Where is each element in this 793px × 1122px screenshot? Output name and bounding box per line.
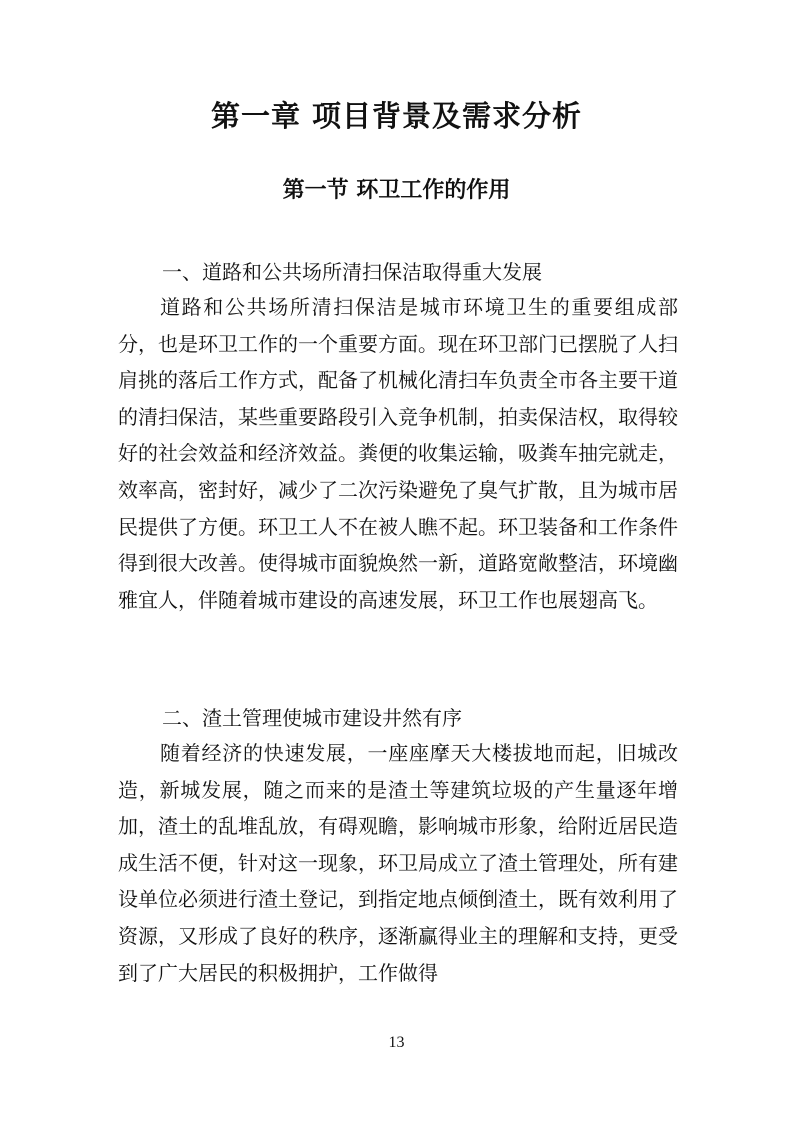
paragraph-1: 道路和公共场所清扫保洁是城市环境卫生的重要组成部分，也是环卫工作的一个重要方面。现在环卫部门已摆脱了人扫肩挑的落后工作方式，配备了机械化清扫车负责全市各主要干道的清扫保洁，某些重要路段引入竞争机制，拍卖保洁权，取得较好的社会效益和经济效益。粪便的收集运输，吸粪车抽完就走，效率高，密封好，减少了二次污染避免了臭气扩散，且为城市居民提供了方便。环卫工人不在被人瞧不起。环卫装备和工作条件得到很大改善。使得城市面貌焕然一新，道路宽敞整洁，环境幽雅宜人，伴随着城市建设的高速发展，环卫工作也展翅高飞。 [118, 295, 678, 612]
page-number: 13 [388, 1034, 405, 1051]
paragraph-2: 随着经济的快速发展，一座座摩天大楼拔地而起，旧城改造，新城发展，随之而来的是渣土等建筑垃圾的产生量逐年增加，渣土的乱堆乱放，有碍观瞻，影响城市形象，给附近居民造成生活不便，针对这一现象，环卫局成立了渣土管理处，所有建设单位必须进行渣土登记，到指定地点倾倒渣土，既有效利用了资源，又形成了良好的秩序，逐渐赢得业主的理解和支持，更受到了广大居民的积极拥护，工作做得 [118, 741, 678, 985]
section-title: 第一节 环卫工作的作用 [282, 178, 511, 203]
chapter-title: 第一章 项目背景及需求分析 [210, 99, 583, 133]
subsection-heading-2: 二、渣土管理使城市建设井然有序 [162, 706, 462, 730]
subsection-body-2 [118, 735, 678, 991]
subsection-body-1 [118, 289, 678, 618]
subsection-heading-1: 一、道路和公共场所清扫保洁取得重大发展 [162, 260, 542, 284]
